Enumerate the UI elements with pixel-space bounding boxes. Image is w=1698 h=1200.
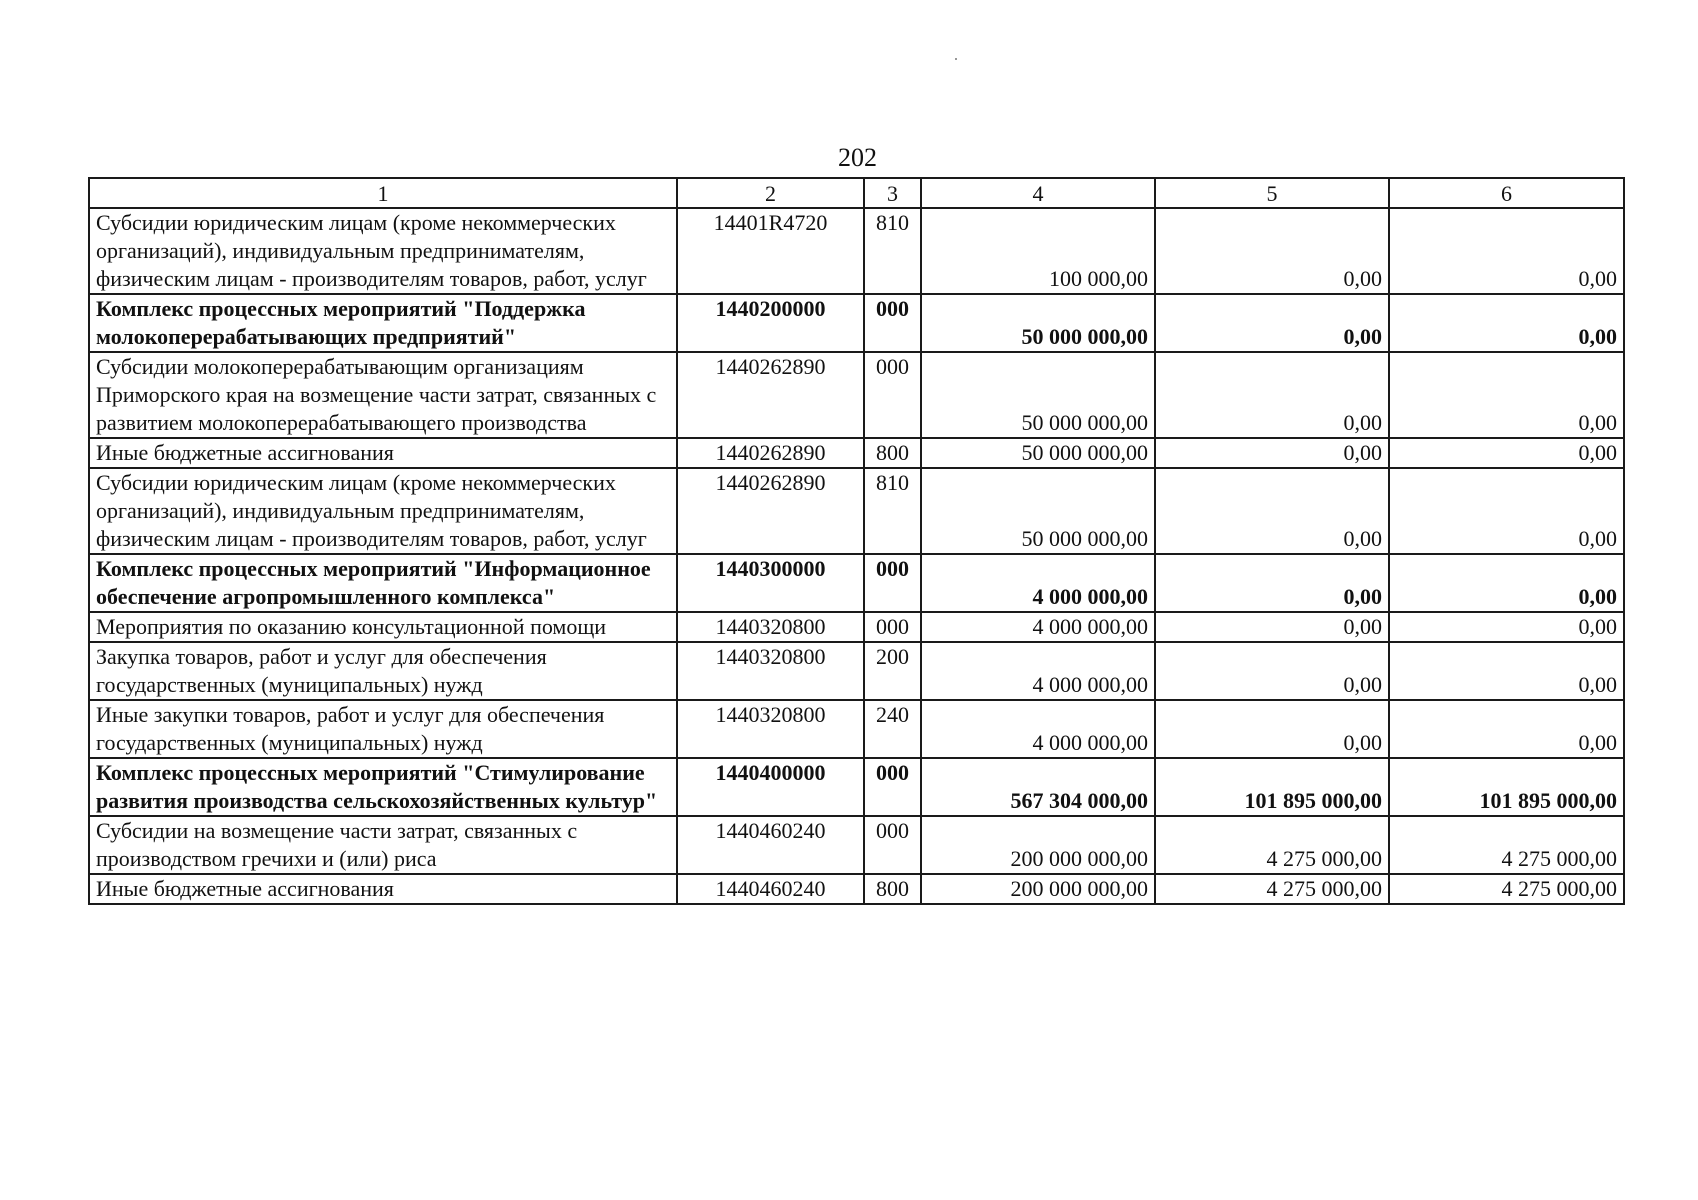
table-row-section xyxy=(89,554,1624,612)
row-amount-col4: 4 000 000,00 xyxy=(921,642,1155,700)
row-amount-col6: 0,00 xyxy=(1389,612,1624,642)
row-amount-col4: 100 000,00 xyxy=(921,208,1155,294)
row-expense-type-cell: 800 xyxy=(864,874,921,904)
row-amount-col5: 0,00 xyxy=(1155,612,1389,642)
row-amount-col5: 0,00 xyxy=(1155,468,1389,554)
row-amount-col4: 50 000 000,00 xyxy=(921,294,1155,352)
row-code-cell: 1440460240 xyxy=(677,874,864,904)
row-amount-col4: 4 000 000,00 xyxy=(921,554,1155,612)
row-expense-type-cell: 000 xyxy=(864,554,921,612)
page-number: 202 xyxy=(838,143,877,172)
row-name-cell: Закупка товаров, работ и услуг для обеспечения государственных (муниципальных) нужд xyxy=(89,642,677,700)
row-amount-col6: 0,00 xyxy=(1389,208,1624,294)
row-expense-type-cell: 810 xyxy=(864,468,921,554)
row-code-cell: 1440200000 xyxy=(677,294,864,352)
table-row xyxy=(89,352,1624,438)
row-name-cell: Иные бюджетные ассигнования xyxy=(89,874,677,904)
row-amount-col6: 0,00 xyxy=(1389,438,1624,468)
row-code-cell: 1440320800 xyxy=(677,700,864,758)
row-amount-col6: 0,00 xyxy=(1389,468,1624,554)
column-header: 1 xyxy=(89,178,677,208)
table-row-section xyxy=(89,294,1624,352)
row-amount-col4: 200 000 000,00 xyxy=(921,874,1155,904)
row-name-cell: Комплекс процессных мероприятий "Информационное обеспечение агропромышленного комплекса" xyxy=(89,554,677,612)
row-code-cell: 1440262890 xyxy=(677,438,864,468)
row-amount-col5: 0,00 xyxy=(1155,294,1389,352)
row-expense-type-cell: 240 xyxy=(864,700,921,758)
row-amount-col6: 101 895 000,00 xyxy=(1389,758,1624,816)
table-row xyxy=(89,208,1624,294)
row-code-cell: 1440262890 xyxy=(677,352,864,438)
row-code-cell: 14401R4720 xyxy=(677,208,864,294)
row-amount-col4: 200 000 000,00 xyxy=(921,816,1155,874)
row-amount-col4: 50 000 000,00 xyxy=(921,468,1155,554)
row-name-cell: Субсидии юридическим лицам (кроме некоммерческих организаций), индивидуальным предпринимателям, физическим лицам - производителям товаров, работ, услуг xyxy=(89,208,677,294)
row-amount-col5: 0,00 xyxy=(1155,700,1389,758)
column-header: 6 xyxy=(1389,178,1624,208)
column-header: 3 xyxy=(864,178,921,208)
row-amount-col6: 0,00 xyxy=(1389,294,1624,352)
row-name-cell: Комплекс процессных мероприятий "Поддержка молокоперерабатывающих предприятий" xyxy=(89,294,677,352)
row-amount-col4: 50 000 000,00 xyxy=(921,352,1155,438)
row-amount-col6: 4 275 000,00 xyxy=(1389,874,1624,904)
row-amount-col6: 4 275 000,00 xyxy=(1389,816,1624,874)
row-amount-col5: 101 895 000,00 xyxy=(1155,758,1389,816)
table-row xyxy=(89,700,1624,758)
row-name-cell: Субсидии на возмещение части затрат, связанных с производством гречихи и (или) риса xyxy=(89,816,677,874)
table-row xyxy=(89,468,1624,554)
row-expense-type-cell: 000 xyxy=(864,294,921,352)
row-name-cell: Субсидии молокоперерабатывающим организациям Приморского края на возмещение части затрат, связанных с развитием молокоперерабатывающего производства xyxy=(89,352,677,438)
row-code-cell: 1440460240 xyxy=(677,816,864,874)
table-row-section xyxy=(89,758,1624,816)
row-code-cell: 1440320800 xyxy=(677,642,864,700)
row-amount-col4: 567 304 000,00 xyxy=(921,758,1155,816)
row-code-cell: 1440400000 xyxy=(677,758,864,816)
table-row xyxy=(89,612,1624,642)
row-amount-col6: 0,00 xyxy=(1389,352,1624,438)
row-amount-col5: 0,00 xyxy=(1155,438,1389,468)
row-code-cell: 1440262890 xyxy=(677,468,864,554)
row-expense-type-cell: 000 xyxy=(864,816,921,874)
row-expense-type-cell: 000 xyxy=(864,352,921,438)
row-name-cell: Мероприятия по оказанию консультационной помощи xyxy=(89,612,677,642)
row-amount-col5: 4 275 000,00 xyxy=(1155,874,1389,904)
row-name-cell: Иные бюджетные ассигнования xyxy=(89,438,677,468)
row-amount-col5: 0,00 xyxy=(1155,208,1389,294)
row-code-cell: 1440320800 xyxy=(677,612,864,642)
column-header: 4 xyxy=(921,178,1155,208)
row-amount-col6: 0,00 xyxy=(1389,700,1624,758)
row-expense-type-cell: 000 xyxy=(864,758,921,816)
row-expense-type-cell: 200 xyxy=(864,642,921,700)
row-expense-type-cell: 800 xyxy=(864,438,921,468)
row-name-cell: Комплекс процессных мероприятий "Стимулирование развития производства сельскохозяйственных культур" xyxy=(89,758,677,816)
row-amount-col5: 4 275 000,00 xyxy=(1155,816,1389,874)
table-row xyxy=(89,816,1624,874)
table-header-row xyxy=(89,178,1624,208)
row-amount-col4: 4 000 000,00 xyxy=(921,700,1155,758)
table-row xyxy=(89,642,1624,700)
row-amount-col5: 0,00 xyxy=(1155,554,1389,612)
row-expense-type-cell: 810 xyxy=(864,208,921,294)
column-header: 5 xyxy=(1155,178,1389,208)
row-amount-col6: 0,00 xyxy=(1389,554,1624,612)
row-amount-col5: 0,00 xyxy=(1155,642,1389,700)
table-row xyxy=(89,438,1624,468)
row-amount-col6: 0,00 xyxy=(1389,642,1624,700)
row-name-cell: Иные закупки товаров, работ и услуг для обеспечения государственных (муниципальных) нужд xyxy=(89,700,677,758)
row-name-cell: Субсидии юридическим лицам (кроме некоммерческих организаций), индивидуальным предпринимателям, физическим лицам - производителям товаров, работ, услуг xyxy=(89,468,677,554)
row-expense-type-cell: 000 xyxy=(864,612,921,642)
scan-speck xyxy=(955,58,957,60)
table-row xyxy=(89,874,1624,904)
column-header: 2 xyxy=(677,178,864,208)
row-amount-col5: 0,00 xyxy=(1155,352,1389,438)
row-amount-col4: 4 000 000,00 xyxy=(921,612,1155,642)
budget-table xyxy=(88,177,1625,905)
row-code-cell: 1440300000 xyxy=(677,554,864,612)
row-amount-col4: 50 000 000,00 xyxy=(921,438,1155,468)
